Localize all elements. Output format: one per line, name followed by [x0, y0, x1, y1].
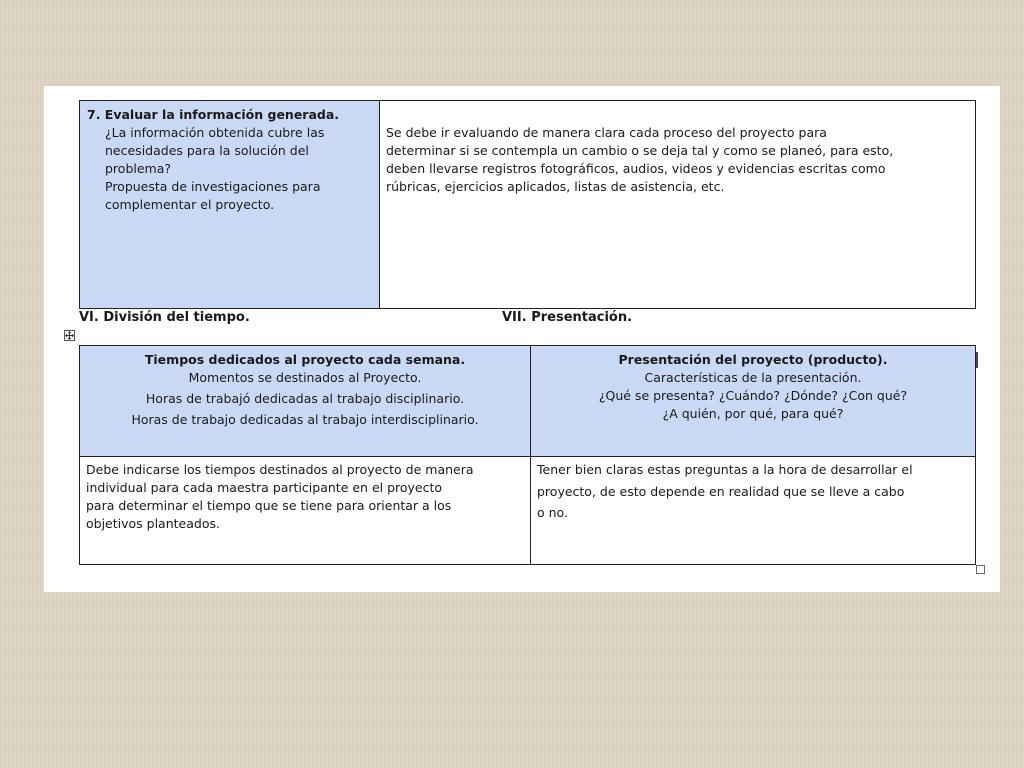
time-line-3: Horas de trabajo dedicadas al trabajo interdisciplinario. [131, 412, 479, 427]
presentation-answer-line-1: Tener bien claras estas preguntas a la hora de desarrollar el [537, 462, 913, 477]
evaluate-answer-line-1: Se debe ir evaluando de manera clara cada proceso del proyecto para [386, 125, 827, 140]
table2-header-right-cell [530, 345, 976, 457]
presentation-heading: Presentación del proyecto (producto). [618, 352, 888, 367]
presentation-line-3: ¿A quién, por qué, para qué? [662, 406, 844, 421]
evaluate-line-2: necesidades para la solución del [105, 143, 309, 158]
presentation-answer-line-3: o no. [537, 505, 568, 520]
table-resize-handle[interactable] [976, 565, 985, 574]
section-vi-heading: VI. División del tiempo. [79, 310, 250, 325]
table2-body-right-cell [530, 456, 976, 565]
move-arrows-icon [65, 331, 74, 340]
table2-header-left-cell [79, 345, 531, 457]
section-vii-heading: VII. Presentación. [502, 310, 633, 325]
table-move-handle[interactable] [64, 330, 75, 341]
time-answer-line-1: Debe indicarse los tiempos destinados al proyecto de manera [86, 462, 474, 477]
evaluate-line-5: complementar el proyecto. [105, 197, 275, 212]
evaluate-heading: 7. Evaluar la información generada. [87, 107, 340, 122]
time-heading: Tiempos dedicados al proyecto cada semana. [144, 352, 466, 367]
presentation-answer-line-2: proyecto, de esto depende en realidad que se lleve a cabo [537, 484, 905, 499]
presentation-line-2: ¿Qué se presenta? ¿Cuándo? ¿Dónde? ¿Con qué? [598, 388, 908, 403]
evaluate-answer-line-4: rúbricas, ejercicios aplicados, listas de asistencia, etc. [386, 179, 725, 194]
table1-left-cell [79, 100, 380, 309]
document-page [44, 86, 1000, 592]
table1-right-cell [379, 100, 976, 309]
evaluate-line-1: ¿La información obtenida cubre las [105, 125, 325, 140]
evaluate-answer-line-3: deben llevarse registros fotográficos, audios, videos y evidencias escritas como [386, 161, 886, 176]
presentation-line-1: Características de la presentación. [644, 370, 862, 385]
text-cursor [976, 352, 978, 368]
time-answer-line-3: para determinar el tiempo que se tiene para orientar a los [86, 498, 452, 513]
time-answer-line-4: objetivos planteados. [86, 516, 220, 531]
evaluate-line-4: Propuesta de investigaciones para [105, 179, 321, 194]
table2-body-left-cell [79, 456, 531, 565]
evaluate-line-3: problema? [105, 161, 172, 176]
evaluate-answer-line-2: determinar si se contempla un cambio o se deja tal y como se planeó, para esto, [386, 143, 894, 158]
time-line-1: Momentos se destinados al Proyecto. [188, 370, 422, 385]
time-line-2: Horas de trabajó dedicadas al trabajo disciplinario. [145, 391, 465, 406]
time-answer-line-2: individual para cada maestra participante en el proyecto [86, 480, 443, 495]
